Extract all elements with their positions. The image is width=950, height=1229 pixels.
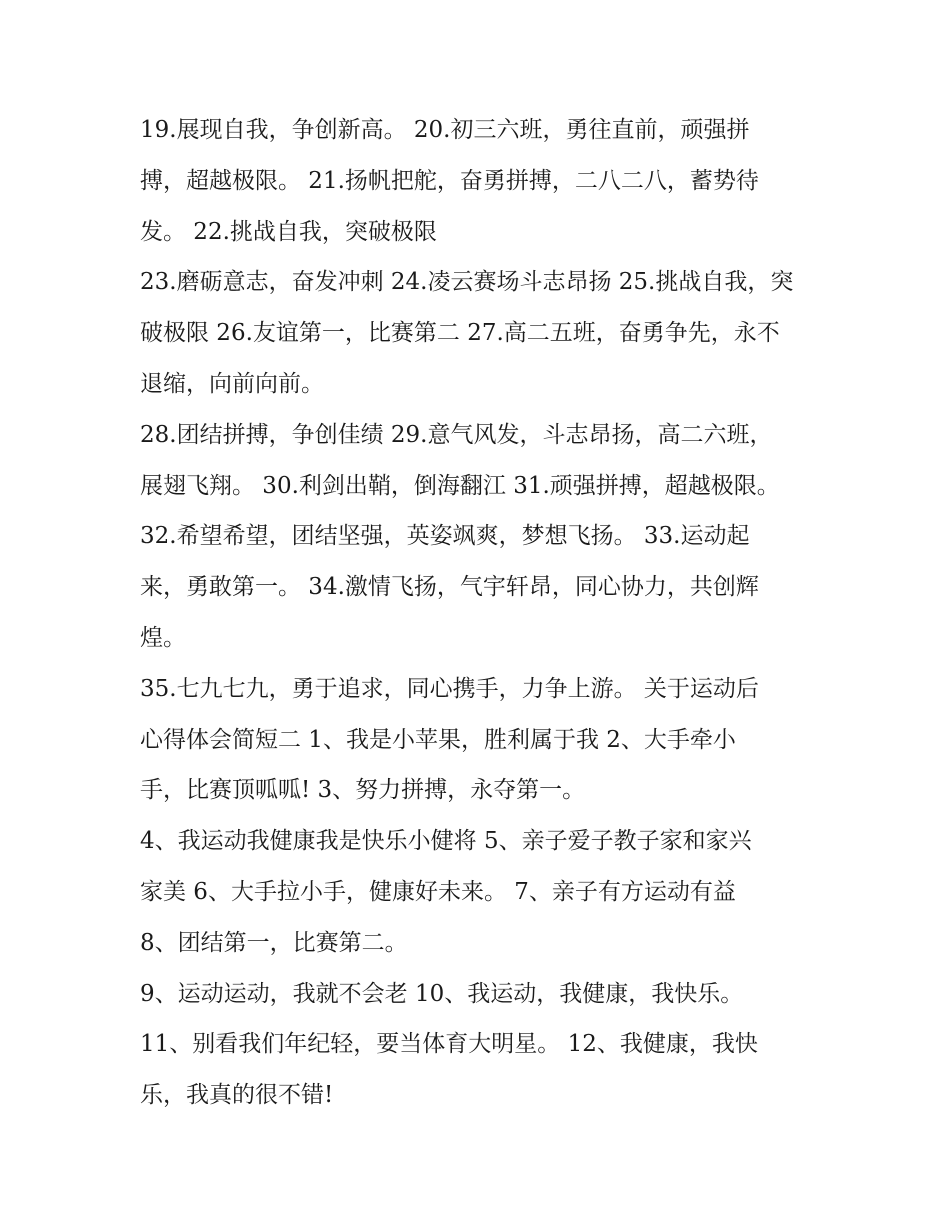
- text-line: 23.磨砺意志，奋发冲刺 24.凌云赛场斗志昂扬 25.挑战自我，突: [140, 269, 794, 296]
- paragraph-8: [140, 969, 820, 1020]
- text-line: 来，勇敢第一。 34.激情飞扬，气宇轩昂，同心协力，共创辉: [140, 574, 759, 601]
- text-line: 4、我运动我健康我是快乐小健将 5、亲子爱子教子家和家兴: [140, 828, 752, 855]
- paragraph-2: [140, 257, 820, 409]
- paragraph-9: [140, 1019, 820, 1121]
- paragraph-6: [140, 816, 820, 918]
- text-line: 心得体会简短二 1、我是小苹果，胜利属于我 2、大手牵小: [140, 726, 736, 753]
- text-line: 8、团结第一，比赛第二。: [140, 929, 408, 956]
- text-line: 35.七九七九，勇于追求，同心携手，力争上游。 关于运动后: [140, 675, 759, 702]
- text-line: 32.希望希望，团结坚强，英姿飒爽，梦想飞扬。 33.运动起: [140, 523, 750, 550]
- text-line: 28.团结拼搏，争创佳绩 29.意气风发，斗志昂扬，高二六班，: [140, 421, 773, 448]
- text-line: 退缩，向前向前。: [140, 370, 324, 397]
- text-line: 手，比赛顶呱呱! 3、努力拼搏，永夺第一。: [140, 777, 586, 804]
- text-line: 展翅飞翔。 30.利剑出鞘，倒海翻江 31.顽强拼搏，超越极限。: [140, 472, 780, 499]
- paragraph-3: [140, 410, 820, 512]
- text-line: 发。 22.挑战自我，突破极限: [140, 218, 437, 245]
- paragraph-5: [140, 664, 820, 816]
- text-line: 搏，超越极限。 21.扬帆把舵，奋勇拼搏，二八二八，蓄势待: [140, 167, 759, 194]
- text-line: 家美 6、大手拉小手，健康好未来。 7、亲子有方运动有益: [140, 878, 736, 905]
- text-line: 破极限 26.友谊第一，比赛第二 27.高二五班，奋勇争先，永不: [140, 320, 780, 347]
- text-line: 11、别看我们年纪轻，要当体育大明星。 12、我健康，我快: [140, 1031, 758, 1058]
- text-line: 乐，我真的很不错!: [140, 1082, 334, 1109]
- text-line: 19.展现自我，争创新高。 20.初三六班，勇往直前，顽强拼: [140, 117, 750, 143]
- paragraph-1: [140, 105, 820, 257]
- text-line: 煌。: [140, 624, 186, 651]
- paragraph-7: [140, 918, 820, 969]
- document-body: [140, 105, 820, 1121]
- paragraph-4: [140, 511, 820, 663]
- text-line: 9、运动运动，我就不会老 10、我运动，我健康，我快乐。: [140, 980, 744, 1007]
